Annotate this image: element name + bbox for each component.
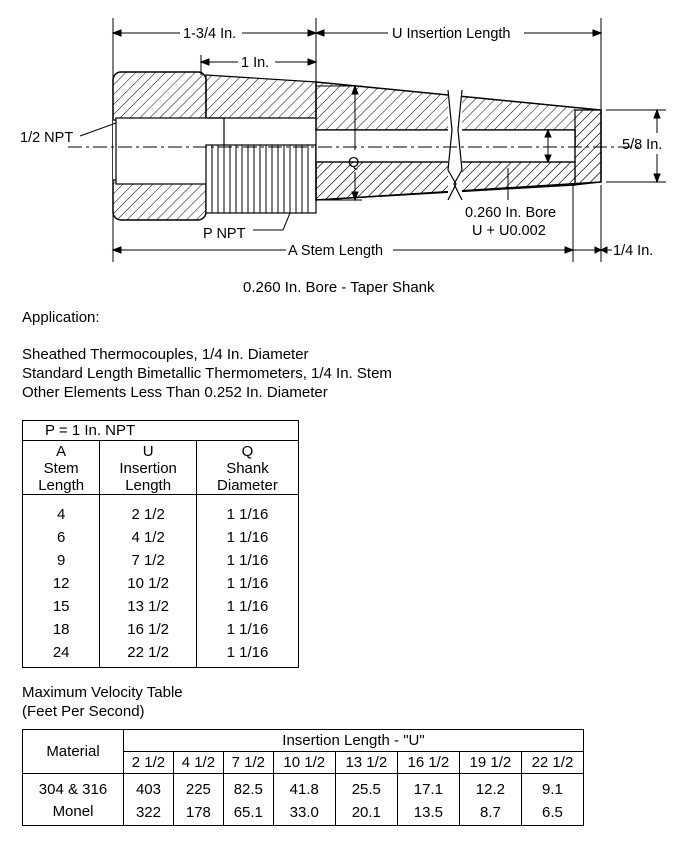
velocity-cell: 12.2 [459, 774, 521, 802]
length-header: 2 1/2 [124, 752, 174, 774]
table-cell: 9 [57, 552, 66, 569]
dim-p-npt: P NPT [203, 226, 246, 242]
velocity-cell: 225 [173, 774, 223, 802]
dim-bore-line1: 0.260 In. Bore [465, 205, 557, 221]
table-cell: 22 1/2 [100, 641, 197, 668]
application-line: Standard Length Bimetallic Thermometers, 1/4 In. Stem [22, 365, 392, 382]
header-q: Q Shank Diameter [196, 441, 298, 495]
table-cell: 15 [52, 598, 70, 615]
table-cell: 4 [57, 506, 66, 523]
length-header: 13 1/2 [335, 752, 397, 774]
insertion-header: Insertion Length - "U" [124, 730, 584, 752]
table-cell: 16 1/2 [100, 618, 197, 641]
length-header: 19 1/2 [459, 752, 521, 774]
dim-top-inner: 1 In. [241, 55, 270, 71]
table-cell: 1 1/16 [196, 618, 298, 641]
material-cell: 304 & 316 [38, 781, 108, 798]
length-header: 22 1/2 [521, 752, 583, 774]
table-cell: 6 [57, 529, 66, 546]
table-cell: 24 [52, 644, 70, 661]
header-u: U Insertion Length [100, 441, 197, 495]
velocity-subtitle: (Feet Per Second) [22, 703, 145, 720]
dim-five-eighths: 5/8 In. [622, 137, 663, 153]
thermowell-drawing [0, 0, 686, 300]
table-cell: 10 1/2 [100, 572, 197, 595]
application-line: Sheathed Thermocouples, 1/4 In. Diameter [22, 346, 309, 363]
table-cell: 1 1/16 [196, 572, 298, 595]
dim-top-left: 1-3/4 In. [183, 26, 237, 42]
table-cell: 1 1/16 [196, 526, 298, 549]
length-header: 10 1/2 [273, 752, 335, 774]
table-cell: 4 1/2 [100, 526, 197, 549]
material-cell: Monel [52, 803, 94, 820]
velocity-cell: 17.1 [397, 774, 459, 802]
velocity-cell: 178 [173, 801, 223, 826]
velocity-table [22, 729, 584, 826]
material-header: Material [23, 730, 124, 774]
dim-half-npt: 1/2 NPT [20, 130, 74, 146]
table-cell: 2 1/2 [100, 495, 197, 527]
dim-quarter: 1/4 In. [613, 243, 654, 259]
table-cell: 18 [52, 621, 70, 638]
velocity-cell: 65.1 [223, 801, 273, 826]
velocity-cell: 403 [124, 774, 174, 802]
length-header: 4 1/2 [173, 752, 223, 774]
diagram-caption: 0.260 In. Bore - Taper Shank [243, 279, 435, 296]
velocity-cell: 9.1 [521, 774, 583, 802]
velocity-cell: 8.7 [459, 801, 521, 826]
velocity-cell: 41.8 [273, 774, 335, 802]
velocity-cell: 82.5 [223, 774, 273, 802]
table-cell: 1 1/16 [196, 641, 298, 668]
dim-bore-line2: U + U0.002 [472, 223, 546, 239]
table-cell: 13 1/2 [100, 595, 197, 618]
dimension-table [22, 420, 299, 668]
application-heading: Application: [22, 309, 100, 326]
velocity-cell: 13.5 [397, 801, 459, 826]
table-title: P = 1 In. NPT [23, 421, 299, 441]
velocity-cell: 20.1 [335, 801, 397, 826]
dim-q: Q [348, 155, 360, 171]
velocity-cell: 6.5 [521, 801, 583, 826]
table-cell: 1 1/16 [196, 495, 298, 527]
table-cell: 1 1/16 [196, 595, 298, 618]
length-header: 7 1/2 [223, 752, 273, 774]
velocity-cell: 33.0 [273, 801, 335, 826]
p-npt-threads [206, 145, 316, 213]
application-line: Other Elements Less Than 0.252 In. Diameter [22, 384, 328, 401]
break-marks [448, 90, 462, 202]
table-cell: 12 [52, 575, 70, 592]
dim-top-right: U Insertion Length [392, 26, 511, 42]
length-header: 16 1/2 [397, 752, 459, 774]
table-cell: 1 1/16 [196, 549, 298, 572]
velocity-cell: 322 [124, 801, 174, 826]
header-a: A Stem Length [23, 441, 100, 495]
table-cell: 7 1/2 [100, 549, 197, 572]
velocity-cell: 25.5 [335, 774, 397, 802]
dim-stem-length: A Stem Length [288, 243, 384, 259]
velocity-title: Maximum Velocity Table [22, 684, 183, 701]
